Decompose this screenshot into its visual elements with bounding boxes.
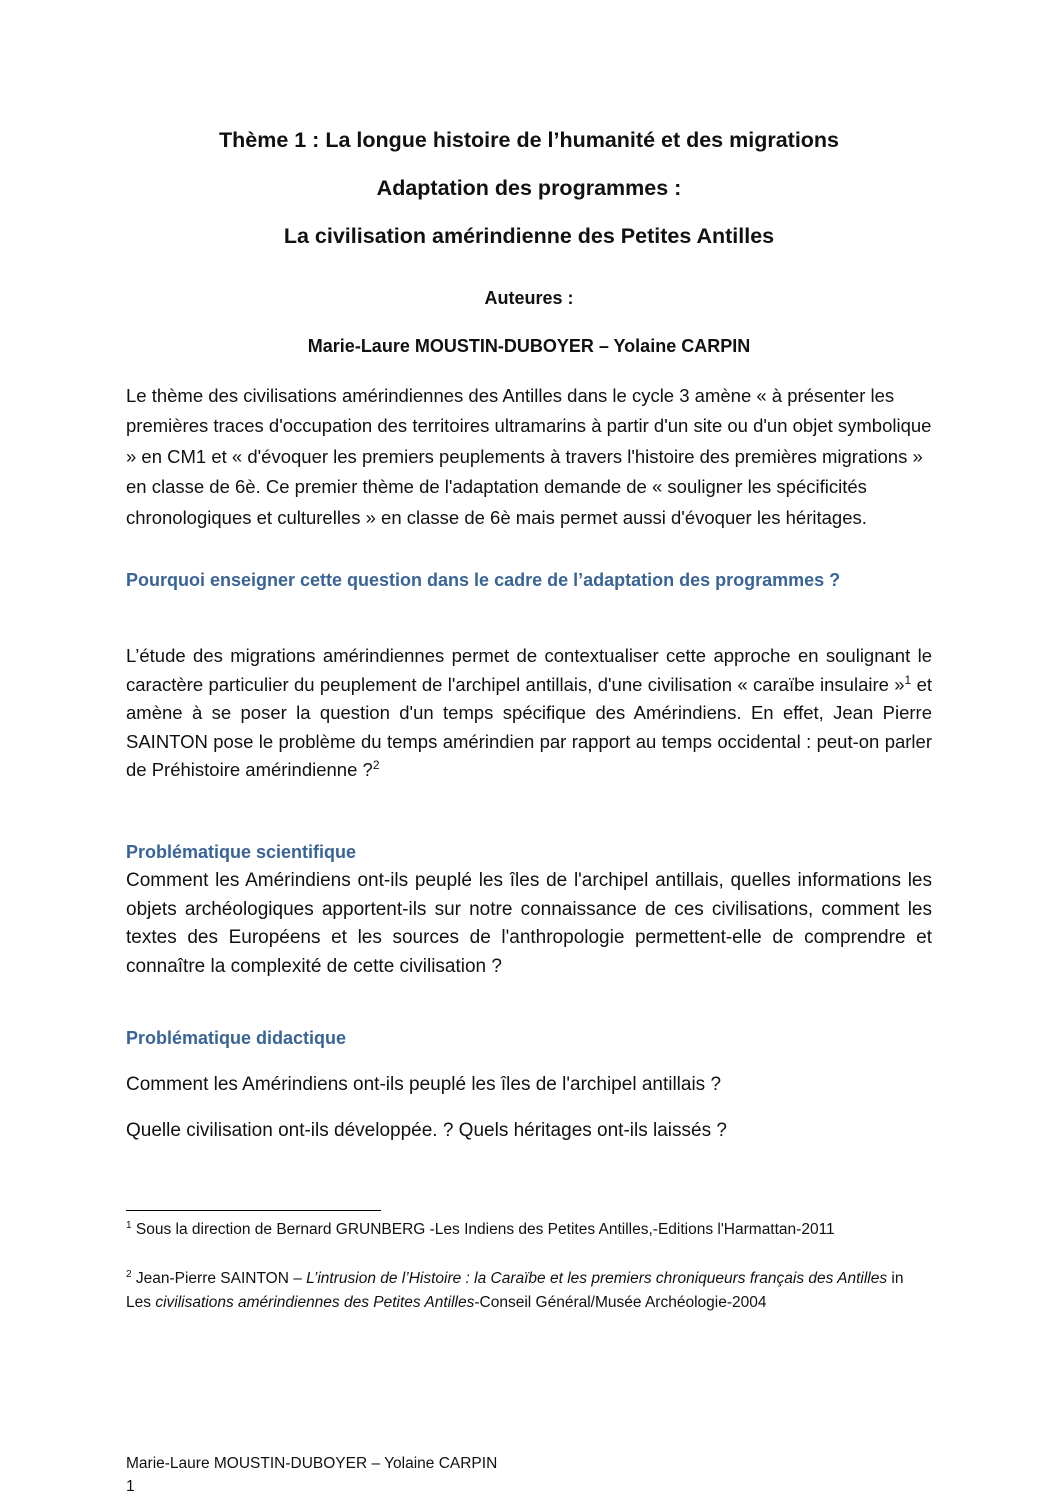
document-title: Thème 1 : La longue histoire de l’humanité et des migrations bbox=[218, 128, 840, 152]
why-heading: Pourquoi enseigner cette question dans le cadre de l’adaptation des programmes ? bbox=[126, 570, 841, 590]
why-paragraph bbox=[126, 642, 932, 785]
footnote-2 bbox=[126, 1267, 932, 1315]
authors-names: Marie-Laure MOUSTIN-DUBOYER – Yolaine CARPIN bbox=[307, 336, 751, 356]
footnote-2-title: L’intrusion de l’Histoire : la Caraïbe et les premiers chroniqueurs français des Antilles bbox=[306, 1270, 888, 1287]
didactic-question-2: Quelle civilisation ont-ils développée. ? Quels héritages ont-ils laissés ? bbox=[126, 1120, 727, 1141]
footnote-2-rest: -Conseil Général/Musée Archéologie-2004 bbox=[474, 1294, 767, 1311]
footnote-1-text: Sous la direction de Bernard GRUNBERG -Les Indiens des Petites Antilles,-Editions l'Harmattan-2011 bbox=[131, 1221, 835, 1238]
document-subject: La civilisation amérindienne des Petites Antilles bbox=[283, 224, 775, 248]
footnote-ref-2[interactable]: 2 bbox=[372, 757, 380, 772]
footnote-2-number: 2 bbox=[126, 1268, 132, 1280]
intro-paragraph: Le thème des civilisations amérindiennes des Antilles dans le cycle 3 amène « à présenter les premières traces d'occupation des territoires ultramarins à partir d'un site ou d'un objet symbolique » en CM1 et « d'évoquer les premiers peuplements à travers l'histoire des premières migrations » en classe de 6è. Ce premier thème de l'adaptation demande de « souligner les spécificités chronologiques et culturelles » en classe de 6è mais permet aussi d'évoquer les héritages. bbox=[126, 385, 932, 528]
scientific-paragraph: Comment les Amérindiens ont-ils peuplé les îles de l'archipel antillais, quelles informations les objets archéologiques apportent-ils sur notre connaissance de ces civilisations, comment les textes des Européens et les sources de l'anthropologie permettent-elle de comprendre et connaître la complexité de cette civilisation ? bbox=[126, 870, 932, 977]
why-text-part2: et amène à se poser la question d'un temps spécifique des Amérindiens. En effet, Jean Pierre SAINTON pose le problème du temps amérindien par rapport au temps occidental : peut-on parler de Préhistoire amérindienne ? bbox=[126, 673, 932, 780]
page-number: 1 bbox=[126, 1478, 135, 1495]
footnote-2-in: in Les bbox=[126, 1270, 904, 1311]
authors-label: Auteures : bbox=[484, 288, 574, 308]
why-text-part1: L’étude des migrations amérindiennes permet de contextualiser cette approche en soulignant le caractère particulier du peuplement de l'archipel antillais, d'une civilisation « caraïbe insulaire » bbox=[126, 645, 932, 695]
footnote-2-book: civilisations amérindiennes des Petites Antilles bbox=[155, 1294, 475, 1311]
footnote-2-author: Jean-Pierre SAINTON – bbox=[131, 1270, 307, 1287]
didactic-question-1: Comment les Amérindiens ont-ils peuplé les îles de l'archipel antillais ? bbox=[126, 1074, 722, 1095]
scientific-heading: Problématique scientifique bbox=[126, 842, 357, 862]
document-subtitle: Adaptation des programmes : bbox=[376, 176, 682, 200]
didactic-heading: Problématique didactique bbox=[126, 1028, 347, 1048]
footnote-ref-1[interactable]: 1 bbox=[904, 672, 912, 687]
footnote-1 bbox=[126, 1218, 932, 1242]
footnote-1-number: 1 bbox=[126, 1219, 132, 1231]
footer-authors: Marie-Laure MOUSTIN-DUBOYER – Yolaine CARPIN bbox=[126, 1455, 498, 1472]
footnote-separator bbox=[126, 1210, 381, 1211]
